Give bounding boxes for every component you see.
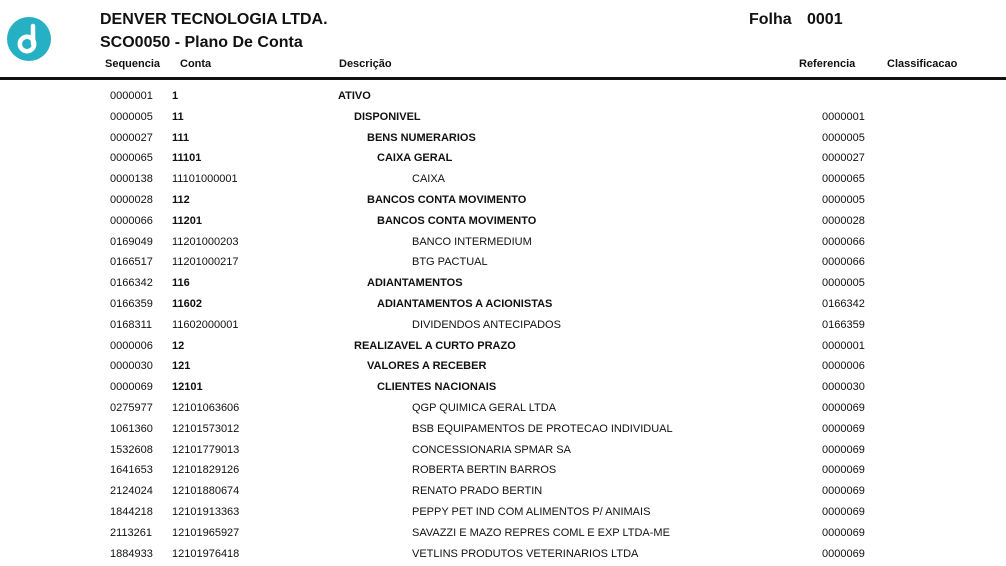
row-descricao: REALIZAVEL A CURTO PRAZO (354, 339, 516, 352)
row-descricao: ATIVO (338, 90, 371, 102)
row-referencia: 0000001 (822, 339, 865, 352)
row-referencia: 0166342 (822, 297, 865, 310)
table-row (0, 275, 1006, 296)
company-name: DENVER TECNOLOGIA LTDA. (100, 11, 328, 28)
header-divider (0, 77, 1006, 80)
row-descricao: RENATO PRADO BERTIN (412, 485, 543, 498)
row-referencia: 0166359 (822, 318, 865, 331)
row-descricao: DIVIDENDOS ANTECIPADOS (412, 318, 561, 331)
row-sequencia: 0000028 (110, 193, 153, 206)
row-sequencia: 0000030 (110, 360, 153, 373)
row-referencia: 0000069 (822, 526, 865, 539)
row-sequencia: 1532608 (110, 443, 153, 456)
row-conta: 12101880674 (172, 485, 240, 498)
row-descricao: ROBERTA BERTIN BARROS (412, 464, 557, 477)
table-row (0, 254, 1006, 275)
row-referencia: 0000066 (822, 235, 865, 248)
row-conta: 12101913363 (172, 505, 240, 518)
table-row (0, 442, 1006, 463)
table-row (0, 504, 1006, 525)
row-sequencia: 1061360 (110, 422, 153, 435)
row-descricao: VALORES A RECEBER (367, 360, 487, 373)
row-conta: 12101965927 (172, 526, 240, 539)
row-sequencia: 0169049 (110, 235, 153, 248)
table-row (0, 483, 1006, 504)
table-row (0, 171, 1006, 192)
row-referencia: 0000027 (822, 152, 865, 165)
row-descricao: BANCOS CONTA MOVIMENTO (377, 214, 537, 227)
table-row (0, 317, 1006, 338)
table-row (0, 462, 1006, 483)
table-row (0, 234, 1006, 255)
table-row (0, 109, 1006, 130)
row-conta: 11201000203 (172, 235, 239, 248)
table-row (0, 192, 1006, 213)
column-header-sequencia: Sequencia (105, 58, 161, 70)
row-descricao: QGP QUIMICA GERAL LTDA (412, 401, 557, 414)
row-conta: 116 (172, 277, 190, 290)
row-descricao: BTG PACTUAL (412, 256, 488, 269)
row-conta: 11602 (172, 297, 202, 310)
row-conta: 11 (172, 110, 184, 123)
row-descricao: ADIANTAMENTOS A ACIONISTAS (377, 297, 553, 310)
row-sequencia: 0000006 (110, 339, 153, 352)
row-sequencia: 1641653 (110, 464, 153, 477)
table-row (0, 546, 1006, 566)
row-conta: 11101 (172, 152, 202, 165)
company-logo-icon (7, 17, 51, 61)
table-row (0, 421, 1006, 442)
row-sequencia: 0166517 (110, 256, 153, 269)
row-referencia: 0000030 (822, 381, 865, 394)
column-header-conta: Conta (180, 58, 212, 70)
row-referencia: 0000069 (822, 505, 865, 518)
row-conta: 121 (172, 360, 191, 373)
row-referencia: 0000066 (822, 256, 865, 269)
table-row (0, 358, 1006, 379)
row-descricao: CONCESSIONARIA SPMAR SA (412, 443, 571, 456)
row-sequencia: 0000138 (110, 173, 153, 186)
column-header-classificacao: Classificacao (887, 58, 958, 70)
row-sequencia: 0000027 (110, 131, 153, 144)
row-descricao: VETLINS PRODUTOS VETERINARIOS LTDA (412, 547, 639, 560)
row-referencia: 0000028 (822, 214, 865, 227)
row-referencia: 0000001 (822, 110, 865, 123)
row-referencia: 0000069 (822, 422, 865, 435)
row-referencia: 0000065 (822, 173, 865, 186)
column-header-descricao: Descrição (339, 58, 392, 70)
row-sequencia: 0000001 (110, 90, 153, 102)
row-sequencia: 1884933 (110, 547, 153, 560)
row-conta: 12101 (172, 381, 203, 394)
table-row (0, 150, 1006, 171)
row-conta: 12101829126 (172, 464, 240, 477)
page-label: Folha (749, 11, 792, 28)
row-sequencia: 0000005 (110, 110, 153, 123)
row-referencia: 0000069 (822, 464, 865, 477)
row-sequencia: 0275977 (110, 401, 153, 414)
report-title: SCO0050 - Plano De Conta (100, 34, 303, 51)
row-conta: 11201 (172, 214, 202, 227)
row-sequencia: 0000066 (110, 214, 153, 227)
page-number: 0001 (807, 11, 843, 28)
row-conta: 12101063606 (172, 401, 240, 414)
row-sequencia: 2113261 (110, 526, 153, 539)
row-referencia: 0000069 (822, 443, 865, 456)
row-conta: 111 (172, 131, 190, 144)
table-row (0, 338, 1006, 359)
table-row (0, 525, 1006, 546)
row-descricao: CAIXA GERAL (377, 152, 453, 165)
row-conta: 1 (172, 90, 179, 102)
account-list (0, 88, 1006, 566)
row-conta: 11602000001 (172, 318, 239, 331)
row-descricao: CAIXA (412, 173, 446, 186)
table-row (0, 296, 1006, 317)
row-descricao: BANCO INTERMEDIUM (412, 235, 532, 248)
row-conta: 12101779013 (172, 443, 240, 456)
row-descricao: SAVAZZI E MAZO REPRES COML E EXP LTDA-ME (412, 526, 670, 539)
row-sequencia: 2124024 (110, 485, 153, 498)
row-referencia: 0000005 (822, 131, 865, 144)
row-conta: 12101976418 (172, 547, 240, 560)
row-referencia: 0000069 (822, 401, 865, 414)
row-referencia: 0000069 (822, 485, 865, 498)
row-sequencia: 0000065 (110, 152, 153, 165)
row-referencia: 0000005 (822, 277, 865, 290)
row-conta: 11201000217 (172, 256, 239, 269)
row-sequencia: 0168311 (110, 318, 153, 331)
table-row (0, 400, 1006, 421)
row-descricao: BANCOS CONTA MOVIMENTO (367, 193, 527, 206)
row-descricao: CLIENTES NACIONAIS (377, 381, 497, 394)
table-row (0, 213, 1006, 234)
row-referencia: 0000006 (822, 360, 865, 373)
row-sequencia: 1844218 (110, 505, 153, 518)
row-conta: 12101573012 (172, 422, 240, 435)
row-sequencia: 0166342 (110, 277, 153, 290)
row-descricao: DISPONIVEL (354, 110, 421, 123)
row-descricao: BSB EQUIPAMENTOS DE PROTECAO INDIVIDUAL (412, 422, 673, 435)
table-row (0, 379, 1006, 400)
row-conta: 12 (172, 339, 185, 352)
row-descricao: ADIANTAMENTOS (367, 277, 463, 290)
row-descricao: PEPPY PET IND COM ALIMENTOS P/ ANIMAIS (412, 505, 651, 518)
row-referencia: 0000069 (822, 547, 865, 560)
row-conta: 112 (172, 193, 190, 206)
row-sequencia: 0000069 (110, 381, 153, 394)
row-conta: 11101000001 (172, 173, 238, 186)
table-row (0, 88, 1006, 109)
table-row (0, 130, 1006, 151)
row-descricao: BENS NUMERARIOS (367, 131, 476, 144)
column-header-referencia: Referencia (799, 58, 856, 70)
row-referencia: 0000005 (822, 193, 865, 206)
row-sequencia: 0166359 (110, 297, 153, 310)
